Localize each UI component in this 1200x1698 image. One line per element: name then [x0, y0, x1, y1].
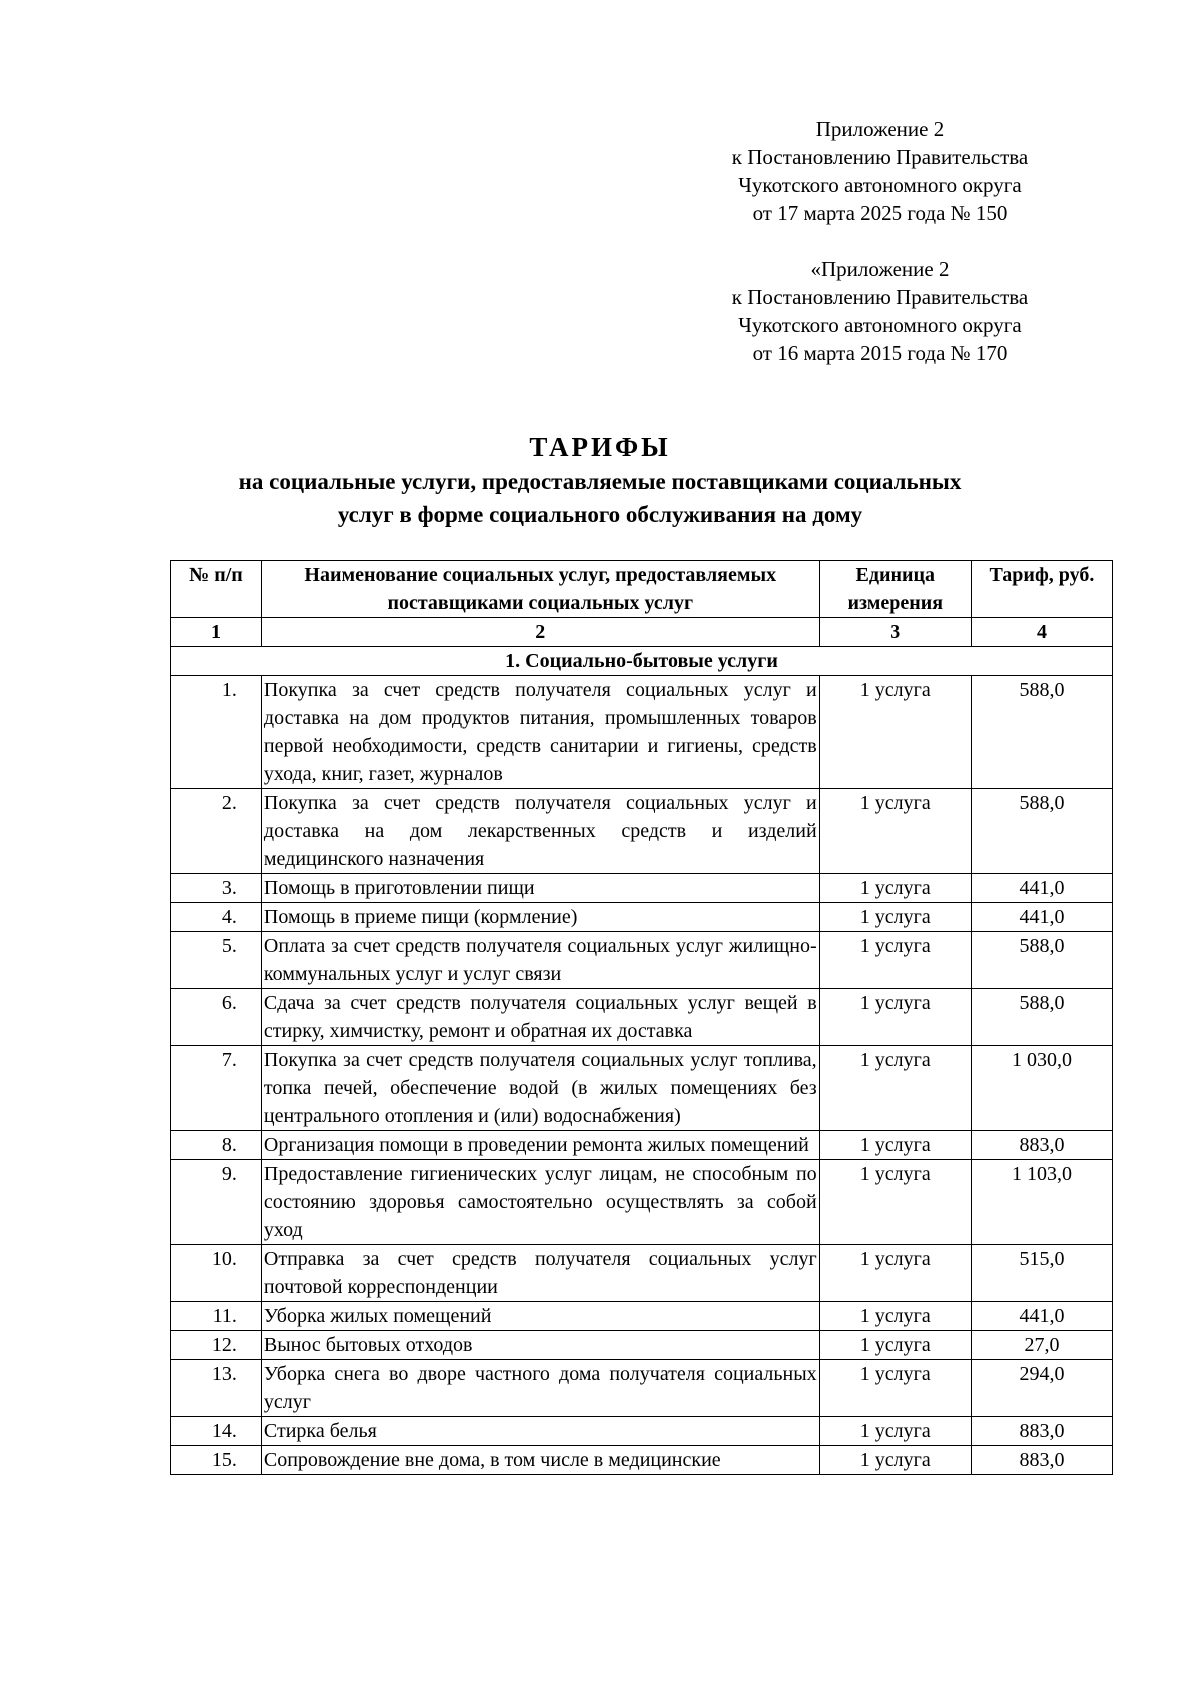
row-tariff: 441,0: [971, 1302, 1112, 1331]
column-number: 2: [261, 618, 819, 647]
row-service-name: Оплата за счет средств получателя социальных услуг жилищно-коммунальных услуг и услуг связи: [261, 932, 819, 989]
row-tariff: 588,0: [971, 789, 1112, 874]
row-service-name: Предоставление гигиенических услуг лицам, не способным по состоянию здоровья самостоятельно осуществлять за собой уход: [261, 1160, 819, 1245]
row-tariff: 883,0: [971, 1446, 1112, 1475]
row-tariff: 441,0: [971, 903, 1112, 932]
row-service-name: Уборка жилых помещений: [261, 1302, 819, 1331]
table-row: [171, 989, 1113, 1046]
row-service-name: Помощь в приеме пищи (кормление): [261, 903, 819, 932]
table-row: [171, 874, 1113, 903]
row-service-name: Помощь в приготовлении пищи: [261, 874, 819, 903]
row-number: 11.: [171, 1302, 262, 1331]
row-tariff: 515,0: [971, 1245, 1112, 1302]
row-tariff: 1 103,0: [971, 1160, 1112, 1245]
table-row: [171, 1360, 1113, 1417]
tariffs-table: [170, 560, 1113, 1475]
table-row: [171, 932, 1113, 989]
row-number: 12.: [171, 1331, 262, 1360]
row-number: 15.: [171, 1446, 262, 1475]
row-tariff: 441,0: [971, 874, 1112, 903]
table-row: [171, 676, 1113, 789]
row-tariff: 883,0: [971, 1417, 1112, 1446]
attachment-header-original: [700, 255, 1060, 367]
row-number: 6.: [171, 989, 262, 1046]
attachment-line: от 17 марта 2025 года № 150: [752, 201, 1008, 225]
attachment-line: к Постановлению Правительства: [731, 145, 1029, 169]
row-service-name: Уборка снега во дворе частного дома получателя социальных услуг: [261, 1360, 819, 1417]
row-tariff: 588,0: [971, 932, 1112, 989]
row-number: 3.: [171, 874, 262, 903]
row-unit: 1 услуга: [819, 1446, 971, 1475]
section-title: 1. Социально-бытовые услуги: [171, 647, 1113, 676]
row-tariff: 588,0: [971, 989, 1112, 1046]
row-tariff: 588,0: [971, 676, 1112, 789]
attachment-header-current: [700, 115, 1060, 227]
table-header-row: [171, 561, 1113, 618]
row-tariff: 1 030,0: [971, 1046, 1112, 1131]
attachment-line: к Постановлению Правительства: [731, 285, 1029, 309]
row-service-name: Покупка за счет средств получателя социальных услуг топлива, топка печей, обеспечение водой (в жилых помещениях без центрального отопления и (или) водоснабжения): [261, 1046, 819, 1131]
row-unit: 1 услуга: [819, 1160, 971, 1245]
attachment-line: Чукотского автономного округа: [738, 173, 1022, 197]
subtitle-line: на социальные услуги, предоставляемые поставщиками социальных: [238, 469, 962, 494]
row-service-name: Сопровождение вне дома, в том числе в медицинские: [261, 1446, 819, 1475]
row-unit: 1 услуга: [819, 932, 971, 989]
column-numbers-row: [171, 618, 1113, 647]
row-unit: 1 услуга: [819, 1417, 971, 1446]
header-unit: Единица измерения: [819, 561, 971, 618]
row-unit: 1 услуга: [819, 989, 971, 1046]
row-number: 5.: [171, 932, 262, 989]
row-unit: 1 услуга: [819, 903, 971, 932]
row-unit: 1 услуга: [819, 1245, 971, 1302]
table-row: [171, 1331, 1113, 1360]
row-unit: 1 услуга: [819, 1331, 971, 1360]
row-tariff: 27,0: [971, 1331, 1112, 1360]
row-unit: 1 услуга: [819, 676, 971, 789]
document-subtitle: [150, 465, 1050, 531]
row-service-name: Покупка за счет средств получателя социальных услуг и доставка на дом лекарственных средств и изделий медицинского назначения: [261, 789, 819, 874]
table-row: [171, 1160, 1113, 1245]
row-unit: 1 услуга: [819, 1046, 971, 1131]
table-row: [171, 1245, 1113, 1302]
header-tariff: Тариф, руб.: [971, 561, 1112, 618]
header-num: № п/п: [171, 561, 262, 618]
column-number: 3: [819, 618, 971, 647]
row-number: 8.: [171, 1131, 262, 1160]
row-unit: 1 услуга: [819, 874, 971, 903]
row-number: 10.: [171, 1245, 262, 1302]
row-number: 14.: [171, 1417, 262, 1446]
row-number: 2.: [171, 789, 262, 874]
row-number: 9.: [171, 1160, 262, 1245]
row-unit: 1 услуга: [819, 1360, 971, 1417]
row-number: 7.: [171, 1046, 262, 1131]
row-number: 4.: [171, 903, 262, 932]
row-service-name: Покупка за счет средств получателя социальных услуг и доставка на дом продуктов питания, промышленных товаров первой необходимости, средств санитарии и гигиены, средств ухода, книг, газет, журналов: [261, 676, 819, 789]
column-number: 4: [971, 618, 1112, 647]
row-tariff: 883,0: [971, 1131, 1112, 1160]
row-service-name: Стирка белья: [261, 1417, 819, 1446]
document-title: ТАРИФЫ: [529, 432, 671, 462]
row-tariff: 294,0: [971, 1360, 1112, 1417]
header-name: Наименование социальных услуг, предоставляемых поставщиками социальных услуг: [261, 561, 819, 618]
column-number: 1: [171, 618, 262, 647]
row-unit: 1 услуга: [819, 1131, 971, 1160]
row-service-name: Отправка за счет средств получателя социальных услуг почтовой корреспонденции: [261, 1245, 819, 1302]
row-number: 1.: [171, 676, 262, 789]
row-service-name: Вынос бытовых отходов: [261, 1331, 819, 1360]
table-row: [171, 1131, 1113, 1160]
row-service-name: Организация помощи в проведении ремонта жилых помещений: [261, 1131, 819, 1160]
attachment-line: Чукотского автономного округа: [738, 313, 1022, 337]
section-row: [171, 647, 1113, 676]
table-row: [171, 1446, 1113, 1475]
attachment-line: Приложение 2: [815, 117, 945, 141]
row-service-name: Сдача за счет средств получателя социальных услуг вещей в стирку, химчистку, ремонт и обратная их доставка: [261, 989, 819, 1046]
row-unit: 1 услуга: [819, 789, 971, 874]
table-row: [171, 789, 1113, 874]
row-number: 13.: [171, 1360, 262, 1417]
attachment-line: «Приложение 2: [810, 257, 950, 281]
table-row: [171, 1302, 1113, 1331]
table-row: [171, 903, 1113, 932]
row-unit: 1 услуга: [819, 1302, 971, 1331]
attachment-line: от 16 марта 2015 года № 170: [752, 341, 1008, 365]
table-row: [171, 1417, 1113, 1446]
table-row: [171, 1046, 1113, 1131]
subtitle-line: услуг в форме социального обслуживания на дому: [337, 502, 863, 527]
